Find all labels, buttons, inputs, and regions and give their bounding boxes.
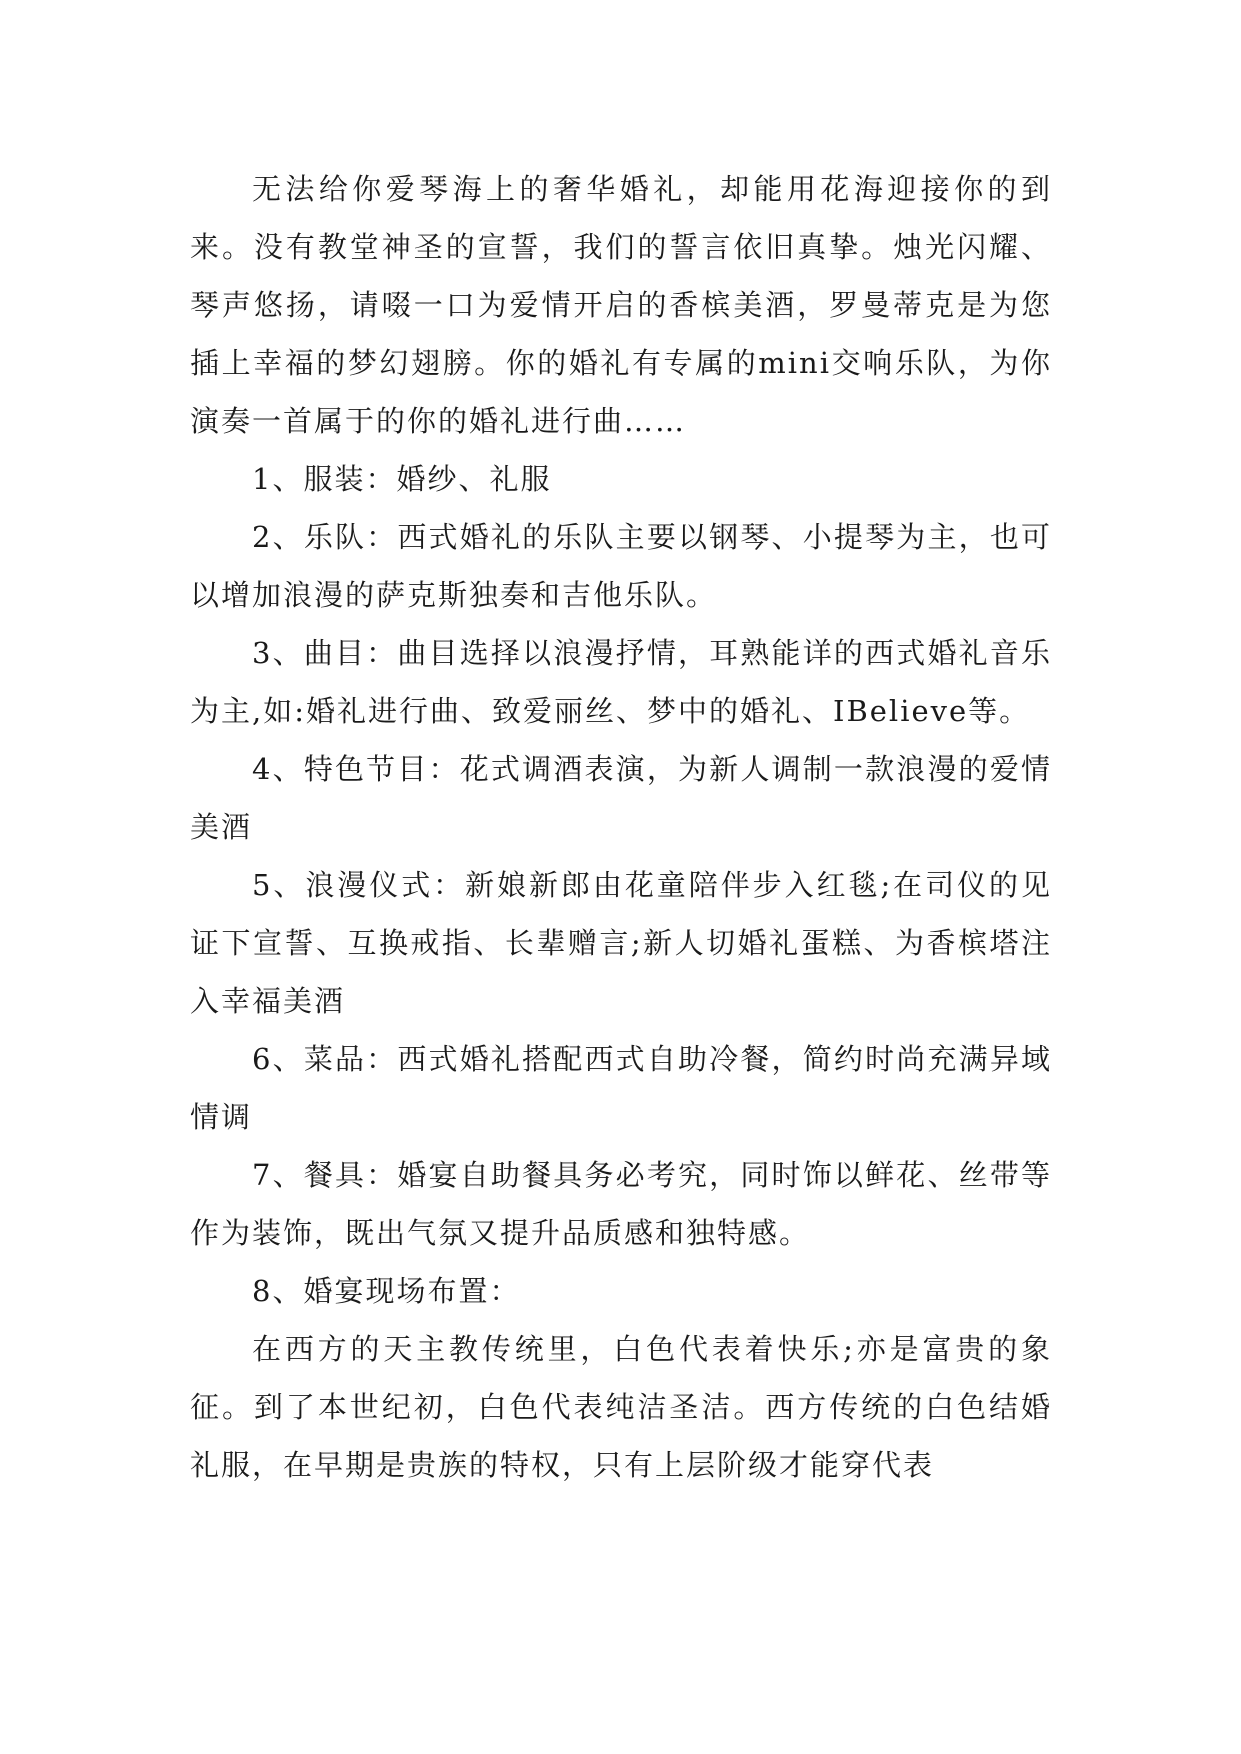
paragraph-item-3-music: 3、曲目：曲目选择以浪漫抒情，耳熟能详的西式婚礼音乐为主,如:婚礼进行曲、致爱丽丝、梦中的婚礼、IBelieve等。 — [190, 636, 1052, 728]
paragraph-item-8-venue: 8、婚宴现场布置： — [252, 1274, 521, 1308]
paragraph-white-tradition: 在西方的天主教传统里，白色代表着快乐;亦是富贵的象征。到了本世纪初，白色代表纯洁圣洁。西方传统的白色结婚礼服，在早期是贵族的特权，只有上层阶级才能穿代表 — [190, 1332, 1052, 1482]
paragraph-item-6-dishes: 6、菜品：西式婚礼搭配西式自助冷餐，简约时尚充满异域情调 — [190, 1042, 1052, 1134]
document-body — [190, 160, 1052, 1494]
paragraph-item-2-band: 2、乐队：西式婚礼的乐队主要以钢琴、小提琴为主，也可以增加浪漫的萨克斯独奏和吉他乐队。 — [190, 520, 1052, 612]
paragraph-intro: 无法给你爱琴海上的奢华婚礼，却能用花海迎接你的到来。没有教堂神圣的宣誓，我们的誓言依旧真挚。烛光闪耀、琴声悠扬，请啜一口为爱情开启的香槟美酒，罗曼蒂克是为您插上幸福的梦幻翅膀。你的婚礼有专属的mini交响乐队，为你演奏一首属于的你的婚礼进行曲…… — [190, 172, 1052, 438]
paragraph-item-4-program: 4、特色节目：花式调酒表演，为新人调制一款浪漫的爱情美酒 — [190, 752, 1052, 844]
paragraph-item-5-ceremony: 5、浪漫仪式：新娘新郎由花童陪伴步入红毯;在司仪的见证下宣誓、互换戒指、长辈赠言;新人切婚礼蛋糕、为香槟塔注入幸福美酒 — [190, 868, 1052, 1018]
paragraph-item-7-tableware: 7、餐具：婚宴自助餐具务必考究，同时饰以鲜花、丝带等作为装饰，既出气氛又提升品质感和独特感。 — [190, 1158, 1052, 1250]
paragraph-item-1-costume: 1、服装：婚纱、礼服 — [252, 462, 552, 496]
